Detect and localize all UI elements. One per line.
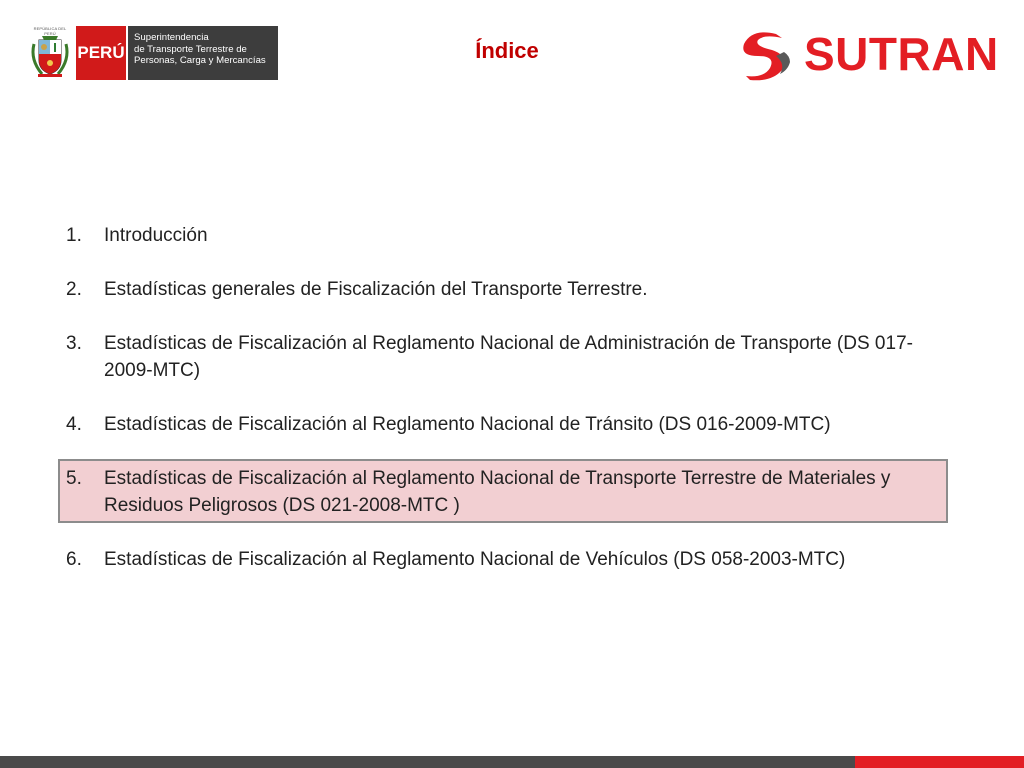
item-text-line: Residuos Peligrosos (DS 021-2008-MTC ) bbox=[104, 495, 460, 516]
item-text: Estadísticas de Fiscalización al Reglamento Nacional de Tránsito (DS 016-2009-MTC) bbox=[104, 414, 831, 435]
footer-bar-dark bbox=[0, 756, 855, 768]
footer-bar bbox=[0, 756, 1024, 768]
list-item bbox=[66, 411, 956, 438]
item-text: Estadísticas generales de Fiscalización del Transporte Terrestre. bbox=[104, 279, 648, 300]
item-text-line: Estadísticas de Fiscalización al Reglamento Nacional de Transporte Terrestre de Materiales y bbox=[104, 468, 891, 489]
list-item bbox=[66, 222, 956, 249]
sutran-logo bbox=[736, 26, 999, 82]
item-number: 1. bbox=[66, 225, 82, 246]
sutran-emblem-icon bbox=[736, 26, 794, 82]
shield-caption: REPÚBLICA DEL PERÚ bbox=[33, 26, 67, 36]
brand-name: SUTRAN bbox=[804, 28, 999, 80]
country-label: PERÚ bbox=[76, 26, 126, 80]
item-number: 3. bbox=[66, 333, 82, 354]
entity-line: de Transporte Terrestre de bbox=[134, 43, 247, 55]
index-list bbox=[66, 222, 956, 573]
entity-line: Superintendencia bbox=[134, 32, 209, 43]
list-item bbox=[66, 276, 956, 303]
item-text: Estadísticas de Fiscalización al Reglamento Nacional de Vehículos (DS 058-2003-MTC) bbox=[104, 549, 846, 570]
item-number: 5. bbox=[66, 468, 82, 489]
list-item bbox=[66, 546, 956, 573]
item-text bbox=[104, 465, 956, 519]
footer-bar-red bbox=[855, 756, 1024, 768]
item-text: Introducción bbox=[104, 225, 208, 246]
list-item-highlighted bbox=[66, 465, 956, 519]
entity-line: Personas, Carga y Mercancías bbox=[134, 55, 266, 66]
item-number: 2. bbox=[66, 279, 82, 300]
list-item bbox=[66, 330, 956, 384]
item-text: Estadísticas de Fiscalización al Reglamento Nacional de Administración de Transporte (DS 017-2009-MTC) bbox=[104, 333, 913, 381]
item-number: 4. bbox=[66, 414, 82, 435]
item-number: 6. bbox=[66, 549, 82, 570]
page-title: Índice bbox=[475, 38, 539, 63]
